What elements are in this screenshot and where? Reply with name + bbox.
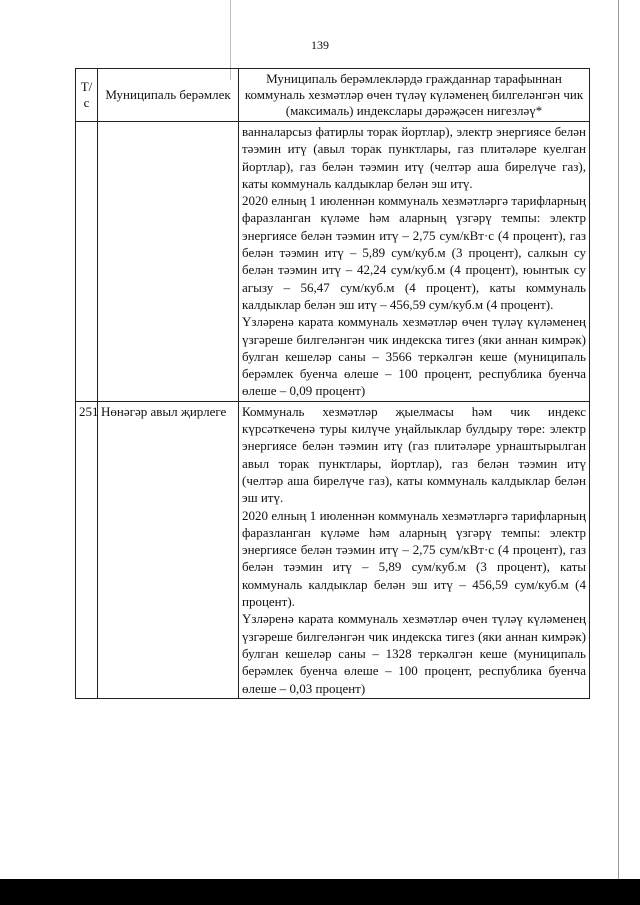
scan-edge-line — [618, 0, 619, 880]
row-municipality — [98, 122, 239, 402]
header-grounds: Муниципаль берәмлекләрдә гражданнар тарафыннан коммуналь хезмәтләр өчен түләү күләменең билгеләнгән чик (максималь) индекслары дәрәҗәсен нигезләү* — [239, 69, 590, 122]
row-grounds — [239, 122, 590, 402]
row-number — [76, 122, 98, 402]
row-municipality: Нөнәгәр авыл җирлеге — [98, 401, 239, 698]
grounds-paragraph: 2020 елның 1 июленнән коммуналь хезмәтләргә тарифларның фаразланган күләме һәм аларның үзгәрү темпы: электр энергиясе белән тәэмин итү – 2,75 сум/кВт·с (4 процент), газ белән тәэмин итү – 5,89 сум/куб.м (3 процент), каты коммуналь калдыклар белән эш итү – 456,59 сум/куб.м (4 процент). — [242, 507, 586, 610]
scan-bottom-bar — [0, 879, 640, 905]
table-row — [76, 401, 590, 698]
grounds-paragraph: Коммуналь хезмәтләр җыелмасы һәм чик индекс күрсәткеченә туры килүче уңайлыклар булдыру төре: электр энергиясе белән тәэмин итү (газ плитәләре урнаштырылган авыл торак пунктлары, йортлар), газ белән тәэмин итү (челтәр аша бирелүче газ), каты коммуналь калдыклар белән эш итү. — [242, 403, 586, 506]
document-table — [75, 68, 590, 699]
page-number: 139 — [311, 38, 329, 52]
row-grounds — [239, 401, 590, 698]
table-row — [76, 122, 590, 402]
grounds-paragraph: ванналарсыз фатирлы торак йортлар), электр энергиясе белән тәэмин итү (авыл торак пунктлары, газ плитәләре куелган йортлар), газ белән тәэмин итү (челтәр аша бирелүче газ), каты коммуналь калдыклар белән эш итү. — [242, 124, 586, 191]
row-number: 251 — [76, 401, 98, 698]
grounds-paragraph: Үзләренә карата коммуналь хезмәтләр өчен түләү күләменең үзгәреше билгеләнгән чик индекска тигез (яки аннан кимрәк) булган кешеләр саны – 3566 теркәлгән кеше (муниципаль берәмлек буенча өлеше – 100 процент, республика буенча өлеше – 0,09 процент) — [242, 314, 586, 399]
header-municipality: Муниципаль берәмлек — [98, 69, 239, 122]
grounds-paragraph: Үзләренә карата коммуналь хезмәтләр өчен түләү күләменең үзгәреше билгеләнгән чик индекска тигез (яки аннан кимрәк) булган кешеләр саны – 1328 теркәлгән кеше (муниципаль берәмлек буенча өлеше – 100 процент, республика буенча өлеше – 0,03 процент) — [242, 611, 586, 696]
header-number: Т/с — [76, 69, 98, 122]
grounds-paragraph: 2020 елның 1 июленнән коммуналь хезмәтләргә тарифларның фаразланган күләме һәм аларның үзгәрү темпы: электр энергиясе белән тәэмин итү – 2,75 сум/кВт·с (4 процент), газ белән тәэмин итү – 5,89 сум/куб.м (3 процент), салкын су белән тәэмин итү – 42,24 сум/куб.м (4 процент), юынтык су агызу – 56,47 сум/куб.м (4 процент), каты коммуналь калдыклар белән эш итү – 456,59 сум/куб.м (4 процент). — [242, 193, 586, 312]
table-header-row — [76, 69, 590, 122]
